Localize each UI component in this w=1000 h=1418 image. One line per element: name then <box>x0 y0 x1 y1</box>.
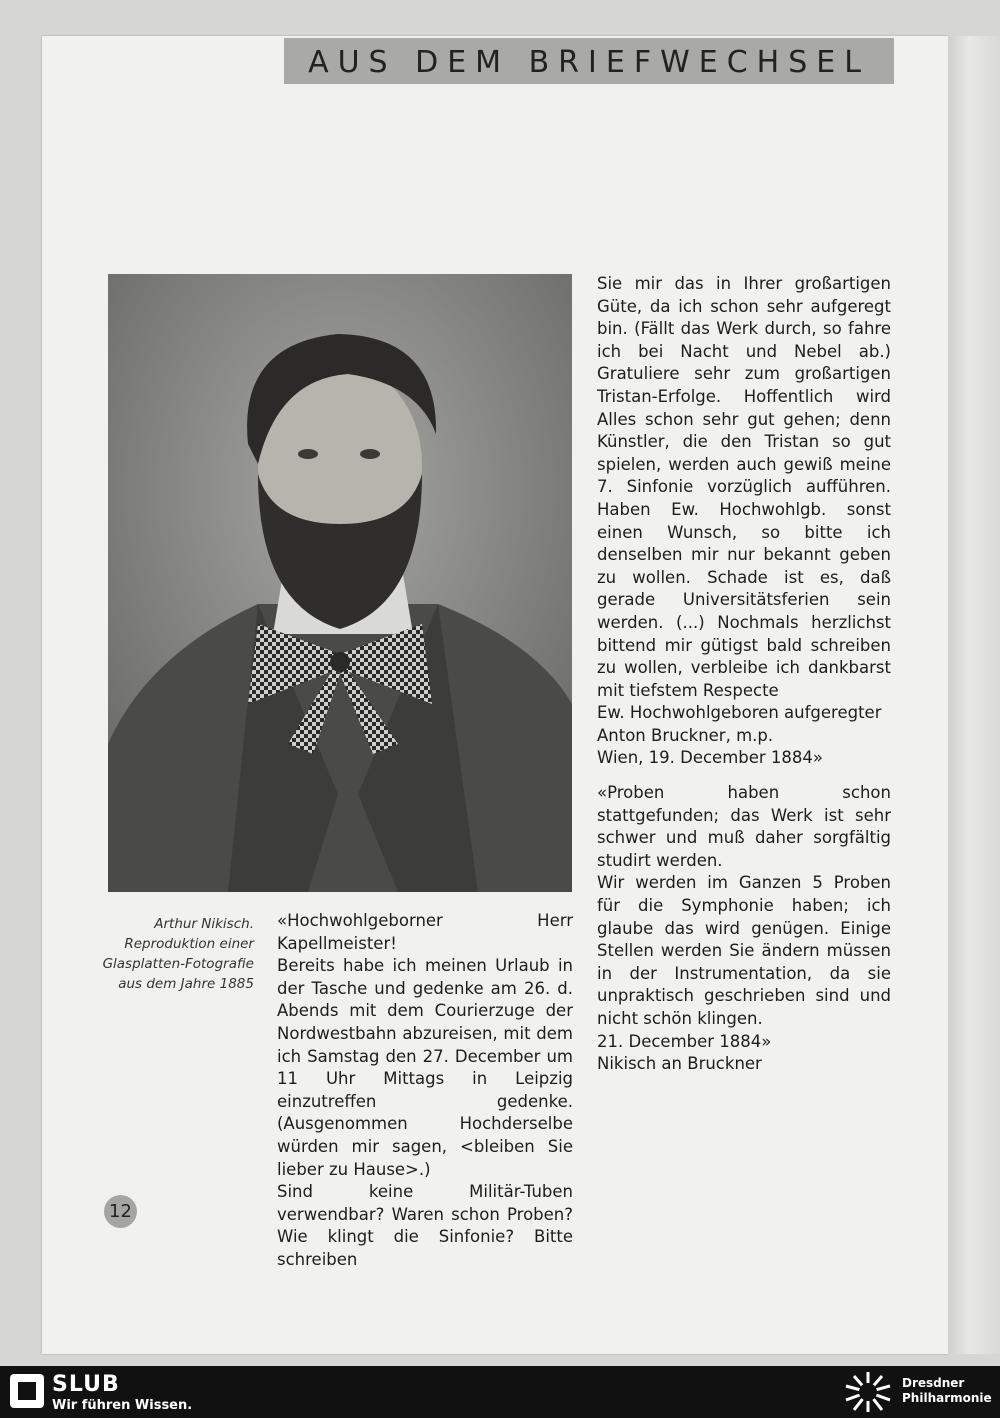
reply-paragraph: Wir werden im Ganzen 5 Proben für die Symphonie haben; ich glaube das wird genügen. Einige Stellen werden Sie ändern müssen in der Instrumentation, da sie unpraktisch geschrieben sind und nicht schön klingen. <box>597 873 891 1028</box>
letter-paragraph: Sind keine Militär-Tuben verwendbar? Waren schon Proben? Wie klingt die Sinfonie? Bitte schreiben <box>277 1182 573 1269</box>
portrait-photo <box>108 274 572 892</box>
slub-logo-icon <box>10 1374 44 1412</box>
letter-column-right <box>597 273 891 1076</box>
reply-attribution: Nikisch an Bruckner <box>597 1054 762 1074</box>
photo-caption <box>96 914 254 994</box>
letter-signature: Anton Bruckner, m.p. <box>597 725 774 745</box>
philharmonie-name <box>902 1376 992 1406</box>
reply-date: 21. December 1884» <box>597 1031 772 1051</box>
letter-paragraph: Bereits habe ich meinen Urlaub in der Tasche und gedenke am 26. d. Abends mit dem Courierzuge der Nordwestbahn abzureisen, mit dem ich Samstag den 27. December um 11 Uhr Mittags in Leipzig einzutreffen gedenke. (Ausgenommen Hochderselbe würden mir sagen, <bleiben Sie lieber zu Hause>.) <box>277 956 573 1179</box>
philharmonie-line-2: Philharmonie <box>902 1391 992 1405</box>
caption-line: Reproduktion einer <box>124 936 254 952</box>
page-number: 12 <box>104 1195 137 1228</box>
caption-line: aus dem Jahre 1885 <box>118 976 254 992</box>
letter-column-left <box>277 910 573 1272</box>
reply-paragraph: «Proben haben schon stattgefunden; das Werk ist sehr schwer und muß daher sorgfältig studirt werden. <box>597 783 891 870</box>
philharmonie-logo-icon <box>842 1370 894 1418</box>
slub-name: SLUB <box>52 1372 120 1397</box>
letter-date: Wien, 19. December 1884» <box>597 748 824 768</box>
letter-salutation: «Hochwohlgeborner Herr Kapellmeister! <box>277 911 573 953</box>
letter-signature: Ew. Hochwohlgeboren aufgeregter <box>597 703 882 723</box>
caption-line: Glasplatten-Fotografie <box>102 956 254 972</box>
footer-bar <box>0 1366 1000 1418</box>
page-spine <box>948 36 1000 1354</box>
caption-line: Arthur Nikisch. <box>154 916 254 932</box>
letter-paragraph: Sie mir das in Ihrer großartigen Güte, da ich schon sehr aufgeregt bin. (Fällt das Werk durch, so fahre ich bei Nacht und Nebel ab.) Gratuliere sehr zum großartigen Tristan-Erfolge. Hoffentlich wird Alles schon sehr gut gehen; denn Künstler, die den Tristan so gut spielen, werden auch gewiß meine 7. Sinfonie vorzüglich aufführen. Haben Ew. Hochwohlgb. sonst einen Wunsch, so bitte ich denselben mir nur bekannt geben zu wollen. Schade ist es, daß gerade Universitätsferien sein werden. (...) Nochmals herzlichst bittend mir gütigst bald schreiben zu wollen, verbleibe ich dankbarst mit tiefstem Respecte <box>597 274 891 700</box>
philharmonie-line-1: Dresdner <box>902 1376 965 1390</box>
section-header: AUS DEM BRIEFWECHSEL <box>284 38 894 84</box>
slub-tagline: Wir führen Wissen. <box>52 1398 193 1413</box>
